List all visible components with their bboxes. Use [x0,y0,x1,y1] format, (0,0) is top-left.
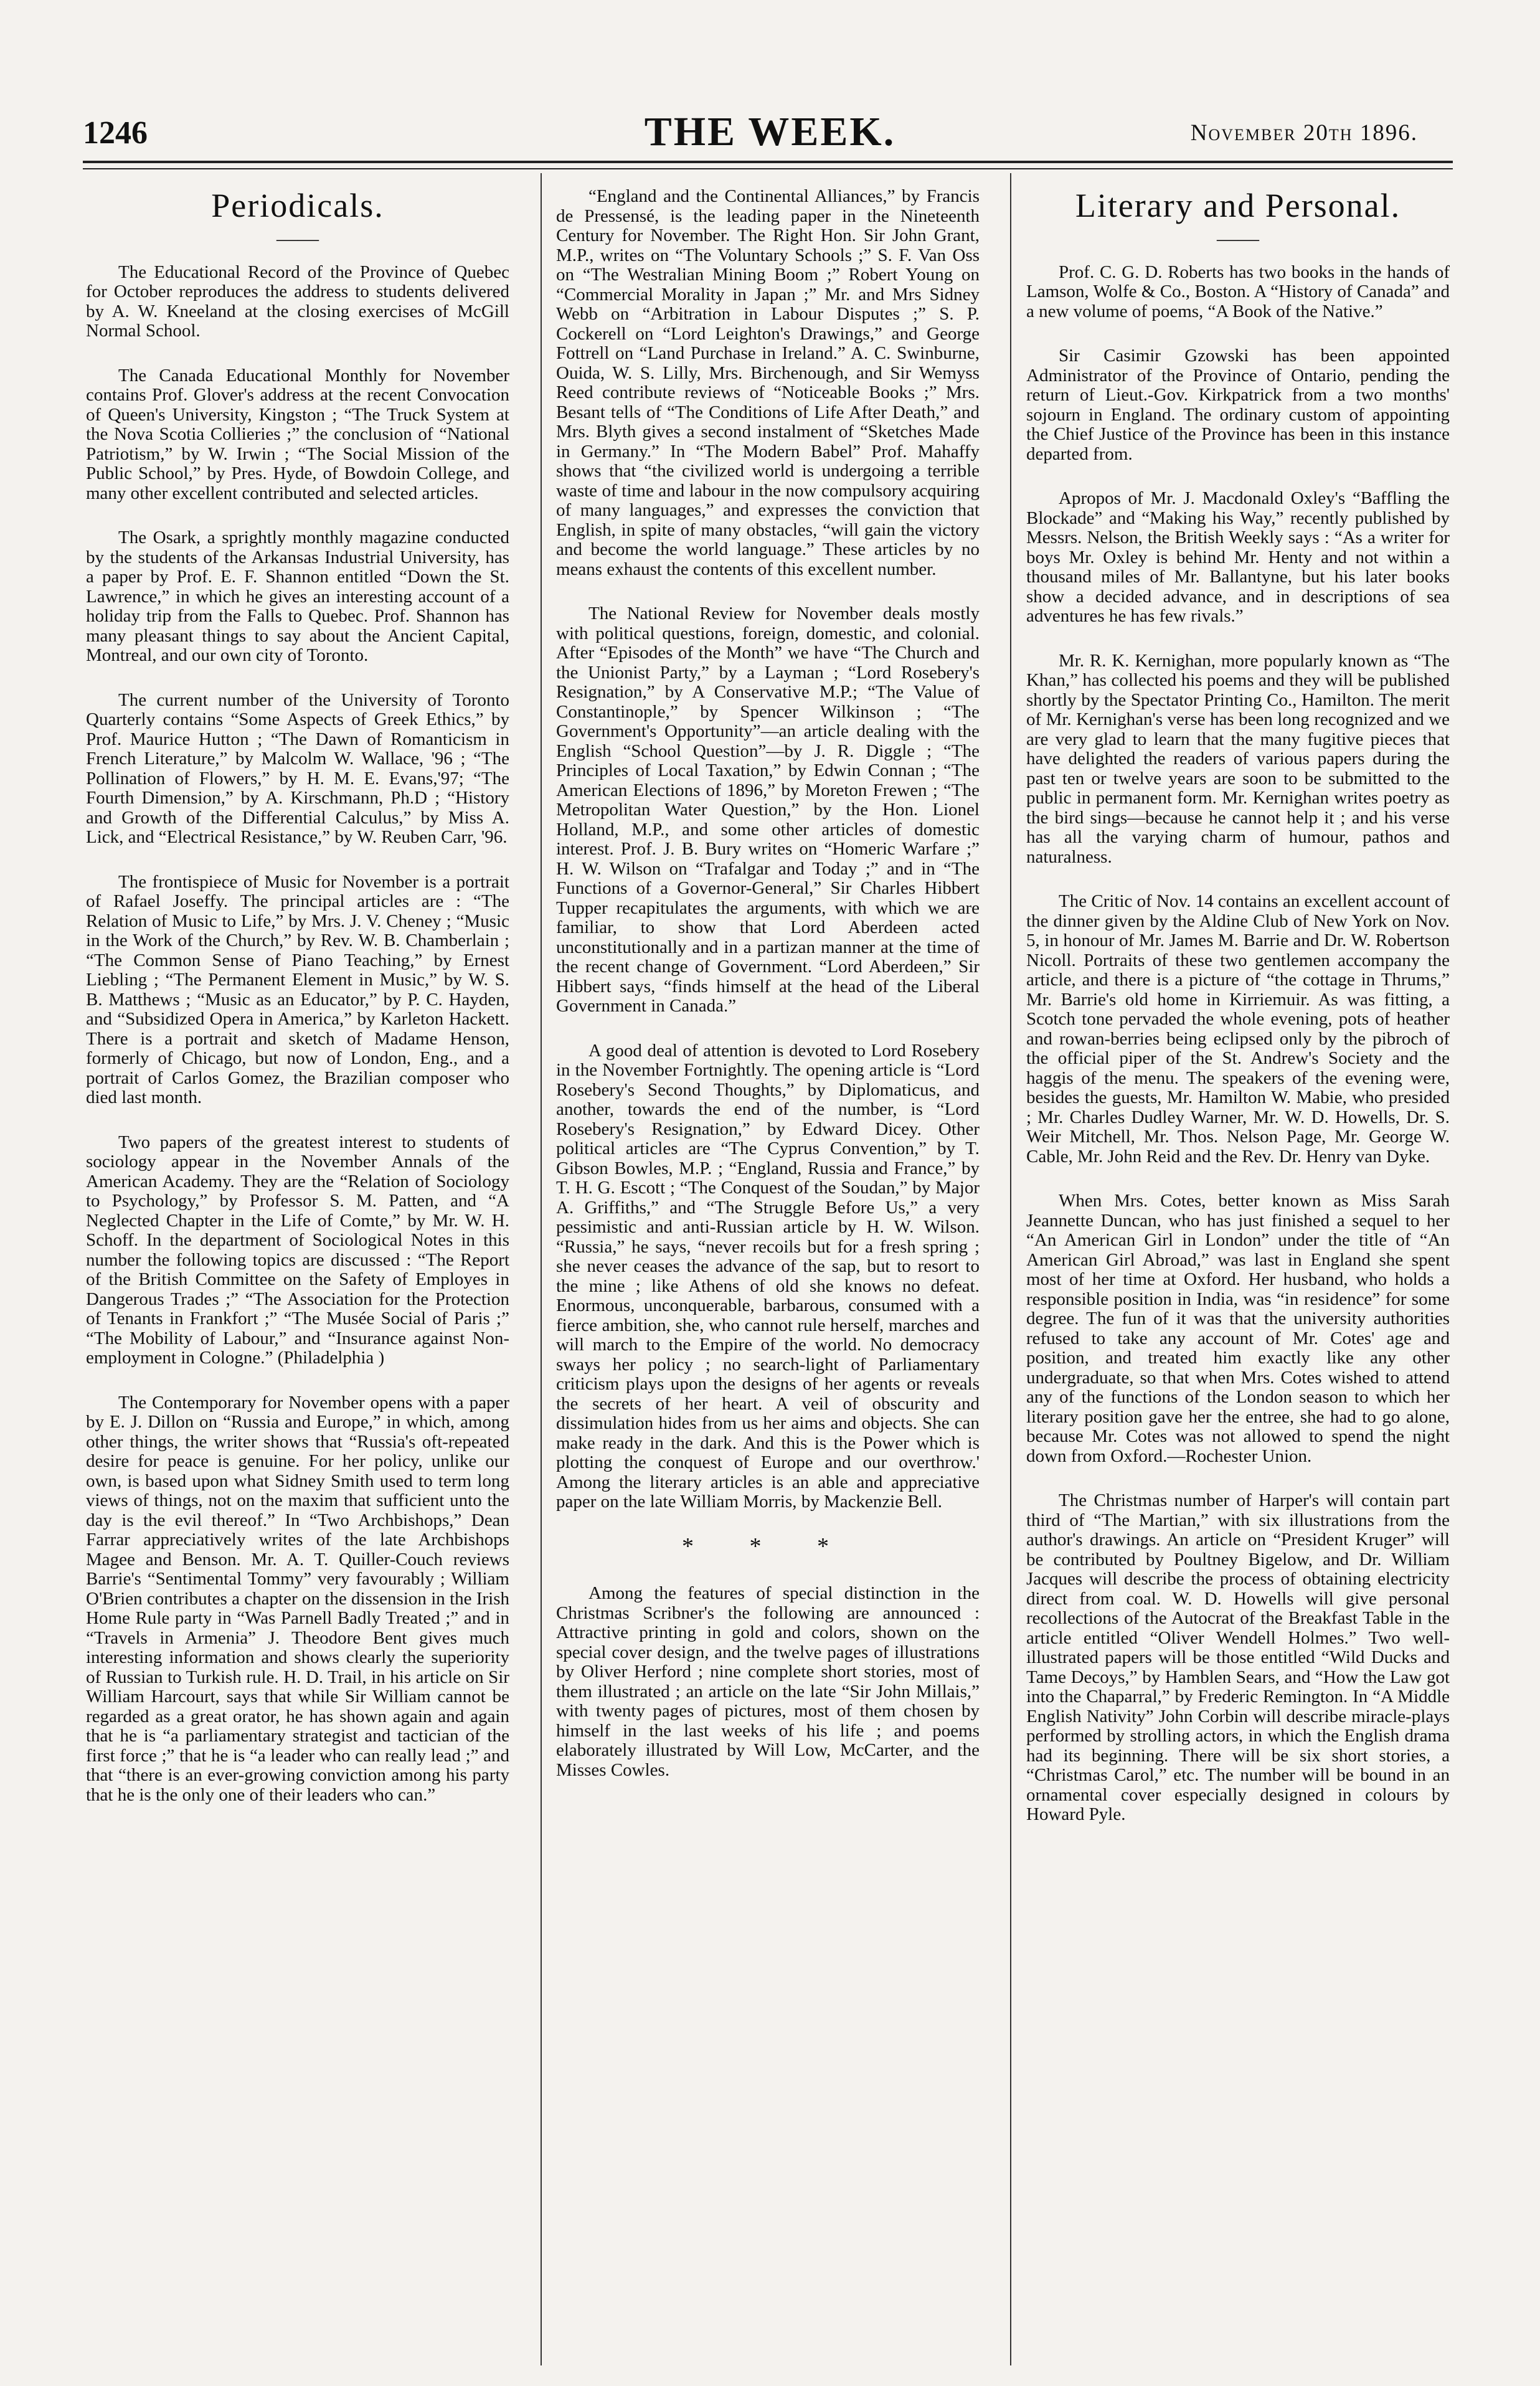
article-paragraph: Among the features of special distinction in the Christmas Scribner's the following are announced : Attractive printing in gold and colors, shown on the special cover design, and the twelve pages of illustrations by Oliver Herford ; nine complete short stories, most of them illustrated ; an article on the late “Sir John Millais,” with twenty pages of pictures, most of them chosen by himself in the last weeks of his life ; and poems elaborately illustrated by Will Low, McCarter, and the Misses Cowles. [556,1583,980,1780]
column-literary-personal [1026,173,1450,1850]
article-paragraph: Mr. R. K. Kernighan, more popularly known as “The Khan,” has collected his poems and they will be published shortly by the Spectator Printing Co., Hamilton. The merit of Mr. Kernighan's verse has been long recognized and we are very glad to learn that the many fugitive pieces that have delighted the readers of various papers during the past ten or twelve years are soon to be submitted to the public in permanent form. Mr. Kernighan writes poetry as the bird sings—because he cannot help it ; and his verse has all the varying charm of humour, pathos and naturalness. [1026,650,1450,867]
header-rule-thin [83,168,1453,169]
column-divider-1 [541,173,542,2365]
article-paragraph: The frontispiece of Music for November is a portrait of Rafael Joseffy. The principal articles are : “The Relation of Music to Life,” by Mrs. J. V. Cheney ; “Music in the Work of the Church,” by Rev. W. B. Chamberlain ; “The Common Sense of Piano Teaching,” by Ernest Liebling ; “The Permanent Element in Music,” by W. S. B. Matthews ; “Music as an Educator,” by P. C. Hayden, and “Subsidized Opera in America,” by Karleton Hackett. There is a portrait and sketch of Madame Henson, formerly of Chicago, but now of London, Eng., and a portrait of Carlos Gomez, the Brazilian composer who died last month. [86,871,509,1107]
column-periodicals-continued [556,173,980,1805]
article-paragraph: Sir Casimir Gzowski has been appointed Administrator of the Province of Ontario, pending the return of Lieut.-Gov. Kirkpatrick from a two months' sojourn in England. The ordinary custom of appointing the Chief Justice of the Province has been in this instance departed from. [1026,346,1450,464]
article-paragraph: The Canada Educational Monthly for November contains Prof. Glover's address at the recent Convocation of Queen's University, Kingston ; “The Truck System at the Nova Scotia Collieries ;” the conclusion of “National Patriotism,” by W. Irwin ; “The Social Mission of the Public School,” by Pres. Hyde, of Bowdoin College, and many other excellent contributed and selected articles. [86,365,509,503]
article-paragraph: The Contemporary for November opens with a paper by E. J. Dillon on “Russia and Europe,” in which, among other things, the writer shows that “Russia's oft-repeated desire for peace is genuine. For her policy, unlike our own, is based upon what Sidney Smith used to term long views of things, not on the maxim that sufficient unto the day is the evil thereof.” In “Two Archbishops,” Dean Farrar appreciatively writes of the late Archbishops Magee and Benson. Mr. A. T. Quiller-Couch reviews Barrie's “Sentimental Tommy” very favourably ; William O'Brien contributes a chapter on the dissension in the Irish Home Rule party in “Was Parnell Badly Treated ;” and in “Travels in Armenia” J. Theodore Bent gives much interesting information and shows clearly the superiority of Russian to Turkish rule. H. D. Trail, in his article on Sir William Harcourt, says that while Sir William cannot be regarded as a great orator, he has shown again and again that he is “a parliamentary strategist and tactician of the first force ;” that he is “a leader who can really lead ;” and that “there is an ever-growing conviction among his party that he is the only one of their leaders who can.” [86,1392,509,1805]
article-paragraph: The current number of the University of Toronto Quarterly contains “Some Aspects of Greek Ethics,” by Prof. Maurice Hutton ; “The Dawn of Romanticism in French Literature,” by Malcolm W. Wallace, '96 ; “The Pollination of Flowers,” by H. M. E. Evans,'97; “The Fourth Dimension,” by A. Kirschmann, Ph.D ; “History and Growth of the Differential Calculus,” by Miss A. Lick, and “Electrical Resistance,” by W. Reuben Carr, '96. [86,689,509,847]
section-heading-literary-personal: Literary and Personal. [1075,187,1401,224]
article-paragraph: The Critic of Nov. 14 contains an excellent account of the dinner given by the Aldine Club of New York on Nov. 5, in honour of Mr. James M. Barrie and Dr. W. Robertson Nicoll. Portraits of these two gentlemen accompany the article, and there is a picture of “the cottage in Thrums,” Mr. Barrie's old home in Kirriemuir. As was fitting, a Scotch tone pervaded the whole evening, pots of heather and rowan-berries being eclipsed only by the pibroch of the official piper of the St. Andrew's Society and the haggis of the menu. The speakers of the evening were, besides the guests, Mr. Hamilton W. Mabie, who presided ; Mr. Charles Dudley Warner, Mr. W. D. Howells, Dr. S. Weir Mitchell, Mr. Thos. Nelson Page, Mr. George W. Cable, Mr. John Reid and the Rev. Dr. Henry van Dyke. [1026,891,1450,1167]
article-paragraph: Prof. C. G. D. Roberts has two books in the hands of Lamson, Wolfe & Co., Boston. A “History of Canada” and a new volume of poems, “A Book of the Native.” [1026,262,1450,321]
column-periodicals [86,173,509,1830]
article-paragraph: “England and the Continental Alliances,” by Francis de Pressensé, is the leading paper in the Nineteenth Century for November. The Right Hon. Sir John Grant, M.P., writes on “The Voluntary Schools ;” S. F. Van Oss on “The Westralian Mining Boom ;” Robert Young on “Commercial Morality in Japan ;” Mr. and Mrs Sidney Webb on “Arbitration in Labour Disputes ;” S. P. Cockerell on “Lord Leighton's Drawings,” and George Fottrell on “Land Purchase in Ireland.” A. C. Swinburne, Ouida, W. S. Lilly, Mrs. Birchenough, and Sir Wemyss Reed contribute reviews of “Noticeable Books ;” Mrs. Besant tells of “The Conditions of Life After Death,” and Mrs. Blyth gives a second instalment of “Sketches Made in Germany.” In “The Modern Babel” Prof. Mahaffy shows that “the civilized world is undergoing a terrible waste of time and labour in the now compulsory acquiring of many languages,” and expresses the conviction that English, in spite of many obstacles, “will gain the victory and become the world language.” These articles by no means exhaust the contents of this excellent number. [556,186,980,579]
issue-date: November 20th 1896. [1190,120,1418,146]
article-paragraph: When Mrs. Cotes, better known as Miss Sarah Jeannette Duncan, who has just finished a sequel to her “An American Girl in London” under the title of “An American Girl Abroad,” was last in England she spent most of her time at Oxford. Her husband, who holds a responsible position in India, was “in residence” for some degree. The fun of it was that the university authorities refused to take any account of Mr. Cotes' age and position, and treated him exactly like any other undergraduate, so that when Mrs. Cotes wished to attend any of the functions of the London season to which her literary position gave her the entree, she had to go alone, because Mr. Cotes was not allowed to spend the night down from Oxford.—Rochester Union. [1026,1191,1450,1466]
article-paragraph: Apropos of Mr. J. Macdonald Oxley's “Baffling the Blockade” and “Making his Way,” recently published by Messrs. Nelson, the British Weekly says : “As a writer for boys Mr. Oxley is behind Mr. Henty and not within a thousand miles of Mr. Ballantyne, but his later books show a decided advance, and in descriptions of sea adventures he has few rivals.” [1026,488,1450,626]
section-heading-periodicals: Periodicals. [211,187,384,224]
heading-dash: —— [276,227,319,250]
article-paragraph: A good deal of attention is devoted to Lord Rosebery in the November Fortnightly. The opening article is “Lord Rosebery's Second Thoughts,” by Diplomaticus, and another, towards the end of the number, is “Lord Rosebery's Resignation,” by Edward Dicey. Other political articles are “The Cyprus Convention,” by T. Gibson Bowles, M.P. ; “England, Russia and France,” by T. H. G. Escott ; “The Conquest of the Soudan,” by Major A. Griffiths,” and “The Struggle Before Us,” a very pessimistic and anti-Russian article by H. W. Wilson. “Russia,” he says, “never recoils but for a fresh spring ; she never ceases the advance of the sap, but to resort to the mine ; like Athens of old she knows no defeat. Enormous, unconquerable, barbarous, consumed with a fierce ambition, she, who cannot rule herself, marches and will march to the Empire of the world. No democracy sways her policy ; no search-light of Parliamentary criticism plays upon the designs of her agents or reveals the secrets of her heart. A veil of obscurity and dissimulation hides from us her aims and objects. She can make ready in the dark. And this is the Power which is plotting the conquest of Europe and our overthrow.' Among the literary articles is an able and appreciative paper on the late William Morris, by Mackenzie Bell. [556,1040,980,1512]
column-divider-2 [1010,173,1011,2365]
masthead-title: THE WEEK. [644,109,896,154]
section-separator-stars: * * * [682,1533,854,1560]
header-rule-thick [83,161,1453,163]
article-paragraph: The Osark, a sprightly monthly magazine conducted by the students of the Arkansas Industrial University, has a paper by Prof. E. F. Shannon entitled “Down the St. Lawrence,” in which he gives an interesting account of a holiday trip from the Falls to Quebec. Prof. Shannon has many pleasant things to say about the Ancient Capital, Montreal, and our own city of Toronto. [86,528,509,665]
article-paragraph: The Christmas number of Harper's will contain part third of “The Martian,” with six illustrations from the author's drawings. An article on “President Kruger” will be contributed by Poultney Bigelow, and Dr. William Jacques will describe the process of obtaining electricity direct from coal. W. D. Howells will give personal recollections of the Autocrat of the Breakfast Table in the article entitled “Oliver Wendell Holmes.” Two well-illustrated papers will be those entitled “Wild Ducks and Tame Decoys,” by Hamblen Sears, and “How the Law got into the Chaparral,” by Frederic Remington. In “A Middle English Nativity” John Corbin will describe miracle-plays performed by strolling actors, in which the English drama had its beginning. There will be six short stories, a “Christmas Carol,” etc. The number will be bound in an ornamental cover especially designed in colours by Howard Pyle. [1026,1490,1450,1824]
page-number: 1246 [83,115,148,151]
article-paragraph: The Educational Record of the Province of Quebec for October reproduces the address to students delivered by A. W. Kneeland at the closing exercises of McGill Normal School. [86,262,509,341]
heading-dash: —— [1217,227,1259,250]
article-paragraph: Two papers of the greatest interest to students of sociology appear in the November Annals of the American Academy. They are the “Relation of Sociology to Psychology,” by Professor S. M. Patten, and “A Neglected Chapter in the Life of Comte,” by Mr. W. H. Schoff. In the department of Sociological Notes in this number the following topics are discussed : “The Report of the British Committee on the Safety of Employes in Dangerous Trades ;” “The Association for the Protection of Tenants in Frankfort ;” “The Musée Social of Paris ;” “The Mobility of Labour,” and “Insurance against Non-employment in Cologne.” (Philadelphia ) [86,1132,509,1368]
article-paragraph: The National Review for November deals mostly with political questions, foreign, domestic, and colonial. After “Episodes of the Month” we have “The Church and the Unionist Party,” by a Layman ; “Lord Rosebery's Resignation,” by A Conservative M.P.; “The Value of Constantinople,” by Spencer Wilkinson ; “The Government's Opportunity”—an article dealing with the English “School Question”—by J. R. Diggle ; “The Principles of Local Taxation,” by Edwin Connan ; “The American Elections of 1896,” by Moreton Frewen ; “The Metropolitan Water Question,” by the Hon. Lionel Holland, M.P., and some other articles of domestic interest. Prof. J. B. Bury writes on “Homeric Warfare ;” H. W. Wilson on “Trafalgar and Today ;” and in “The Functions of a Governor-General,” Sir Charles Hibbert Tupper recapitulates the arguments, with which we are familiar, to show that Lord Aberdeen acted unconstitutionally and in a partizan manner at the time of the recent change of Government. “Lord Aberdeen,” Sir Hibbert says, “finds himself at the head of the Liberal Government in Canada.” [556,604,980,1016]
